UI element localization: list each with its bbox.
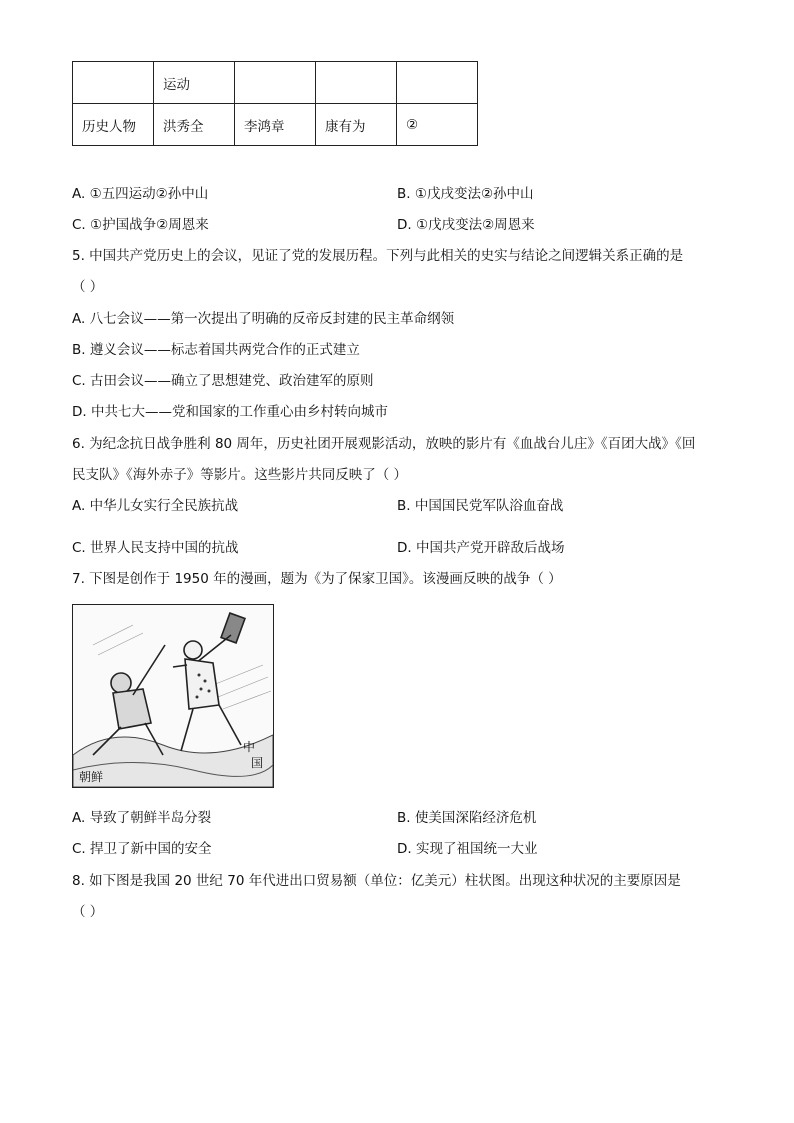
q5-stem: 5. 中国共产党历史上的会议，见证了党的发展历程。下列与此相关的史实与结论之间逻辑关系正确的是 — [72, 248, 684, 264]
q7-option-d: D. 实现了祖国统一大业 — [397, 841, 538, 857]
cartoon-label-korea: 朝鲜 — [79, 770, 104, 784]
cartoon-drawing — [73, 605, 273, 787]
table-row — [73, 104, 478, 146]
table-cell: 历史人物 — [73, 104, 154, 146]
q7-option-b: B. 使美国深陷经济危机 — [397, 810, 537, 826]
q5-option-b: B. 遵义会议——标志着国共两党合作的正式建立 — [72, 342, 360, 358]
table-cell: 运动 — [154, 62, 235, 104]
q5-option-d: D. 中共七大——党和国家的工作重心由乡村转向城市 — [72, 404, 388, 420]
q4-option-a: A. ①五四运动②孙中山 — [72, 186, 209, 202]
cartoon-image — [72, 604, 274, 788]
cartoon-label-china-1: 中 — [243, 740, 256, 754]
table-cell — [235, 62, 316, 104]
q6-option-d: D. 中国共产党开辟敌后战场 — [397, 540, 565, 556]
figure-table — [72, 61, 478, 146]
q8-answer-paren: （ ） — [72, 904, 104, 920]
cartoon-label-china-2: 国 — [251, 756, 264, 770]
table-cell — [316, 62, 397, 104]
q6-option-b: B. 中国国民党军队浴血奋战 — [397, 498, 564, 514]
q4-option-c: C. ①护国战争②周恩来 — [72, 217, 209, 233]
table-cell: 康有为 — [316, 104, 397, 146]
q5-option-a: A. 八七会议——第一次提出了明确的反帝反封建的民主革命纲领 — [72, 311, 455, 327]
q6-option-a: A. 中华儿女实行全民族抗战 — [72, 498, 239, 514]
q7-stem: 7. 下图是创作于 1950 年的漫画，题为《为了保家卫国》。该漫画反映的战争（ ） — [72, 571, 562, 587]
table-cell — [397, 62, 478, 104]
q4-option-b: B. ①戊戌变法②孙中山 — [397, 186, 534, 202]
q7-option-c: C. 捍卫了新中国的安全 — [72, 841, 212, 857]
table-cell: ② — [397, 104, 478, 146]
table-row — [73, 62, 478, 104]
q6-stem-line2: 民支队》《海外赤子》等影片。这些影片共同反映了（ ） — [72, 467, 408, 483]
q5-answer-paren: （ ） — [72, 279, 104, 295]
q6-stem-line1: 6. 为纪念抗日战争胜利 80 周年，历史社团开展观影活动，放映的影片有《血战台儿庄》《百团大战》《回 — [72, 436, 696, 452]
q8-stem: 8. 如下图是我国 20 世纪 70 年代进出口贸易额（单位：亿美元）柱状图。出现这种状况的主要原因是 — [72, 873, 681, 889]
q7-option-a: A. 导致了朝鲜半岛分裂 — [72, 810, 212, 826]
q5-option-c: C. 古田会议——确立了思想建党、政治建军的原则 — [72, 373, 374, 389]
table-cell — [73, 62, 154, 104]
table-cell: 洪秀全 — [154, 104, 235, 146]
q6-option-c: C. 世界人民支持中国的抗战 — [72, 540, 239, 556]
q4-option-d: D. ①戊戌变法②周恩来 — [397, 217, 535, 233]
table-cell: 李鸿章 — [235, 104, 316, 146]
